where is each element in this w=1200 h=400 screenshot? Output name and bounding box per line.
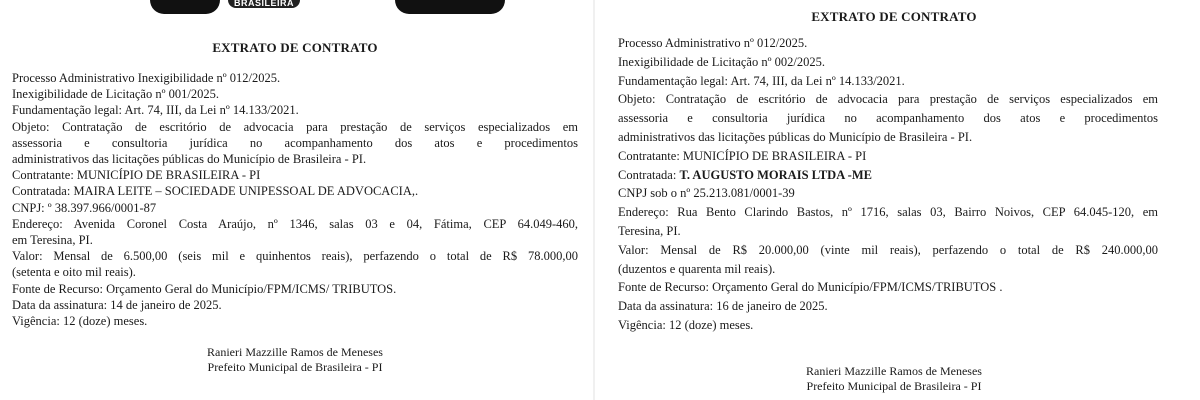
valor-line-1: Valor: Mensal de R$ 20.000,00 (vinte mil reais), perfazendo o total de R$ 240.000,00 (618, 242, 1158, 257)
objeto-line-1: Objeto: Contratação de escritório de advocacia para prestação de serviços especializados em (12, 119, 578, 134)
endereco-line-2: em Teresina, PI. (12, 233, 93, 248)
processo-line: Processo Administrativo Inexigibilidade nº 012/2025. (12, 71, 281, 85)
contratada-line: Contratada: MAIRA LEITE – SOCIEDADE UNIPESSOAL DE ADVOCACIA,. (12, 184, 419, 199)
valor-line-2: (setenta e oito mil reais). (12, 265, 136, 280)
objeto-line-3: administrativos das licitações públicas do Município de Brasileira - PI. (618, 129, 973, 144)
masthead-fragment (0, 0, 600, 16)
fonte-line: Fonte de Recurso: Orçamento Geral do Município/FPM/ICMS/ TRIBUTOS. (12, 281, 397, 296)
objeto-line-1: Objeto: Contratação de escritório de advocacia para prestação de serviços especializados em (618, 92, 1158, 107)
objeto-line-3: administrativos das licitações públicas do Município de Brasileira - PI. (12, 152, 367, 167)
inexigibilidade-line: Inexigibilidade de Licitação nº 002/2025. (618, 54, 825, 69)
vigencia-line: Vigência: 12 (doze) meses. (12, 314, 148, 329)
processo-line: Processo Administrativo nº 012/2025. (618, 36, 808, 50)
signer-name: Ranieri Mazzille Ramos de Meneses (207, 345, 383, 359)
fundamentacao-line: Fundamentação legal: Art. 74, III, da Lei nº 14.133/2021. (12, 103, 299, 118)
data-line: Data da assinatura: 16 de janeiro de 2025. (618, 299, 828, 314)
valor-line-2: (duzentos e quarenta mil reais). (618, 261, 776, 276)
contratante-line: Contratante: MUNICÍPIO DE BRASILEIRA - PI (618, 148, 867, 163)
endereco-line-2: Teresina, PI. (618, 223, 681, 238)
valor-line-1: Valor: Mensal de 6.500,00 (seis mil e quinhentos reais), perfazendo o total de R$ 78.000,00 (12, 249, 578, 264)
cnpj-line: CNPJ sob o nº 25.213.081/0001-39 (618, 186, 795, 201)
signer-name: Ranieri Mazzille Ramos de Meneses (806, 364, 982, 378)
signer-role: Prefeito Municipal de Brasileira - PI (806, 379, 982, 393)
extract-body (12, 70, 578, 329)
endereco-line-1: Endereço: Avenida Coronel Costa Araújo, nº 1346, salas 03 e 04, Fátima, CEP 64.049-460, (12, 216, 578, 231)
signature-block (0, 345, 590, 375)
extract-title: EXTRATO DE CONTRATO (212, 40, 378, 55)
inexigibilidade-line: Inexigibilidade de Licitação nº 001/2025. (12, 87, 219, 102)
brasileira-logo: BRASILEIRA (228, 0, 300, 8)
contratante-line: Contratante: MUNICÍPIO DE BRASILEIRA - PI (12, 168, 261, 183)
signature-block (598, 364, 1190, 394)
cnpj-line: CNPJ: º 38.397.966/0001-87 (12, 200, 157, 215)
vigencia-line: Vigência: 12 (doze) meses. (618, 317, 754, 332)
objeto-line-2: assessoria e consultoria jurídica no acompanhamento dos atos e procedimentos (12, 135, 578, 150)
masthead-shape-left (150, 0, 220, 14)
contratada-label: Contratada: (618, 167, 677, 182)
masthead-shape-right (395, 0, 505, 14)
data-line: Data da assinatura: 14 de janeiro de 2025. (12, 297, 222, 312)
extract-title: EXTRATO DE CONTRATO (811, 9, 977, 24)
contratada-line (618, 166, 1158, 185)
column-divider (593, 0, 595, 400)
objeto-line-2: assessoria e consultoria jurídica no acompanhamento dos atos e procedimentos (618, 111, 1158, 126)
signer-role: Prefeito Municipal de Brasileira - PI (207, 360, 383, 374)
fonte-line: Fonte de Recurso: Orçamento Geral do Município/FPM/ICMS/TRIBUTOS . (618, 280, 1003, 295)
fundamentacao-line: Fundamentação legal: Art. 74, III, da Lei nº 14.133/2021. (618, 73, 905, 88)
contratada-value: T. AUGUSTO MORAIS LTDA -ME (679, 167, 872, 182)
extract-body (618, 34, 1158, 335)
endereco-line-1: Endereço: Rua Bento Clarindo Bastos, nº 1716, salas 03, Bairro Noivos, CEP 64.045-120, em (618, 205, 1158, 220)
